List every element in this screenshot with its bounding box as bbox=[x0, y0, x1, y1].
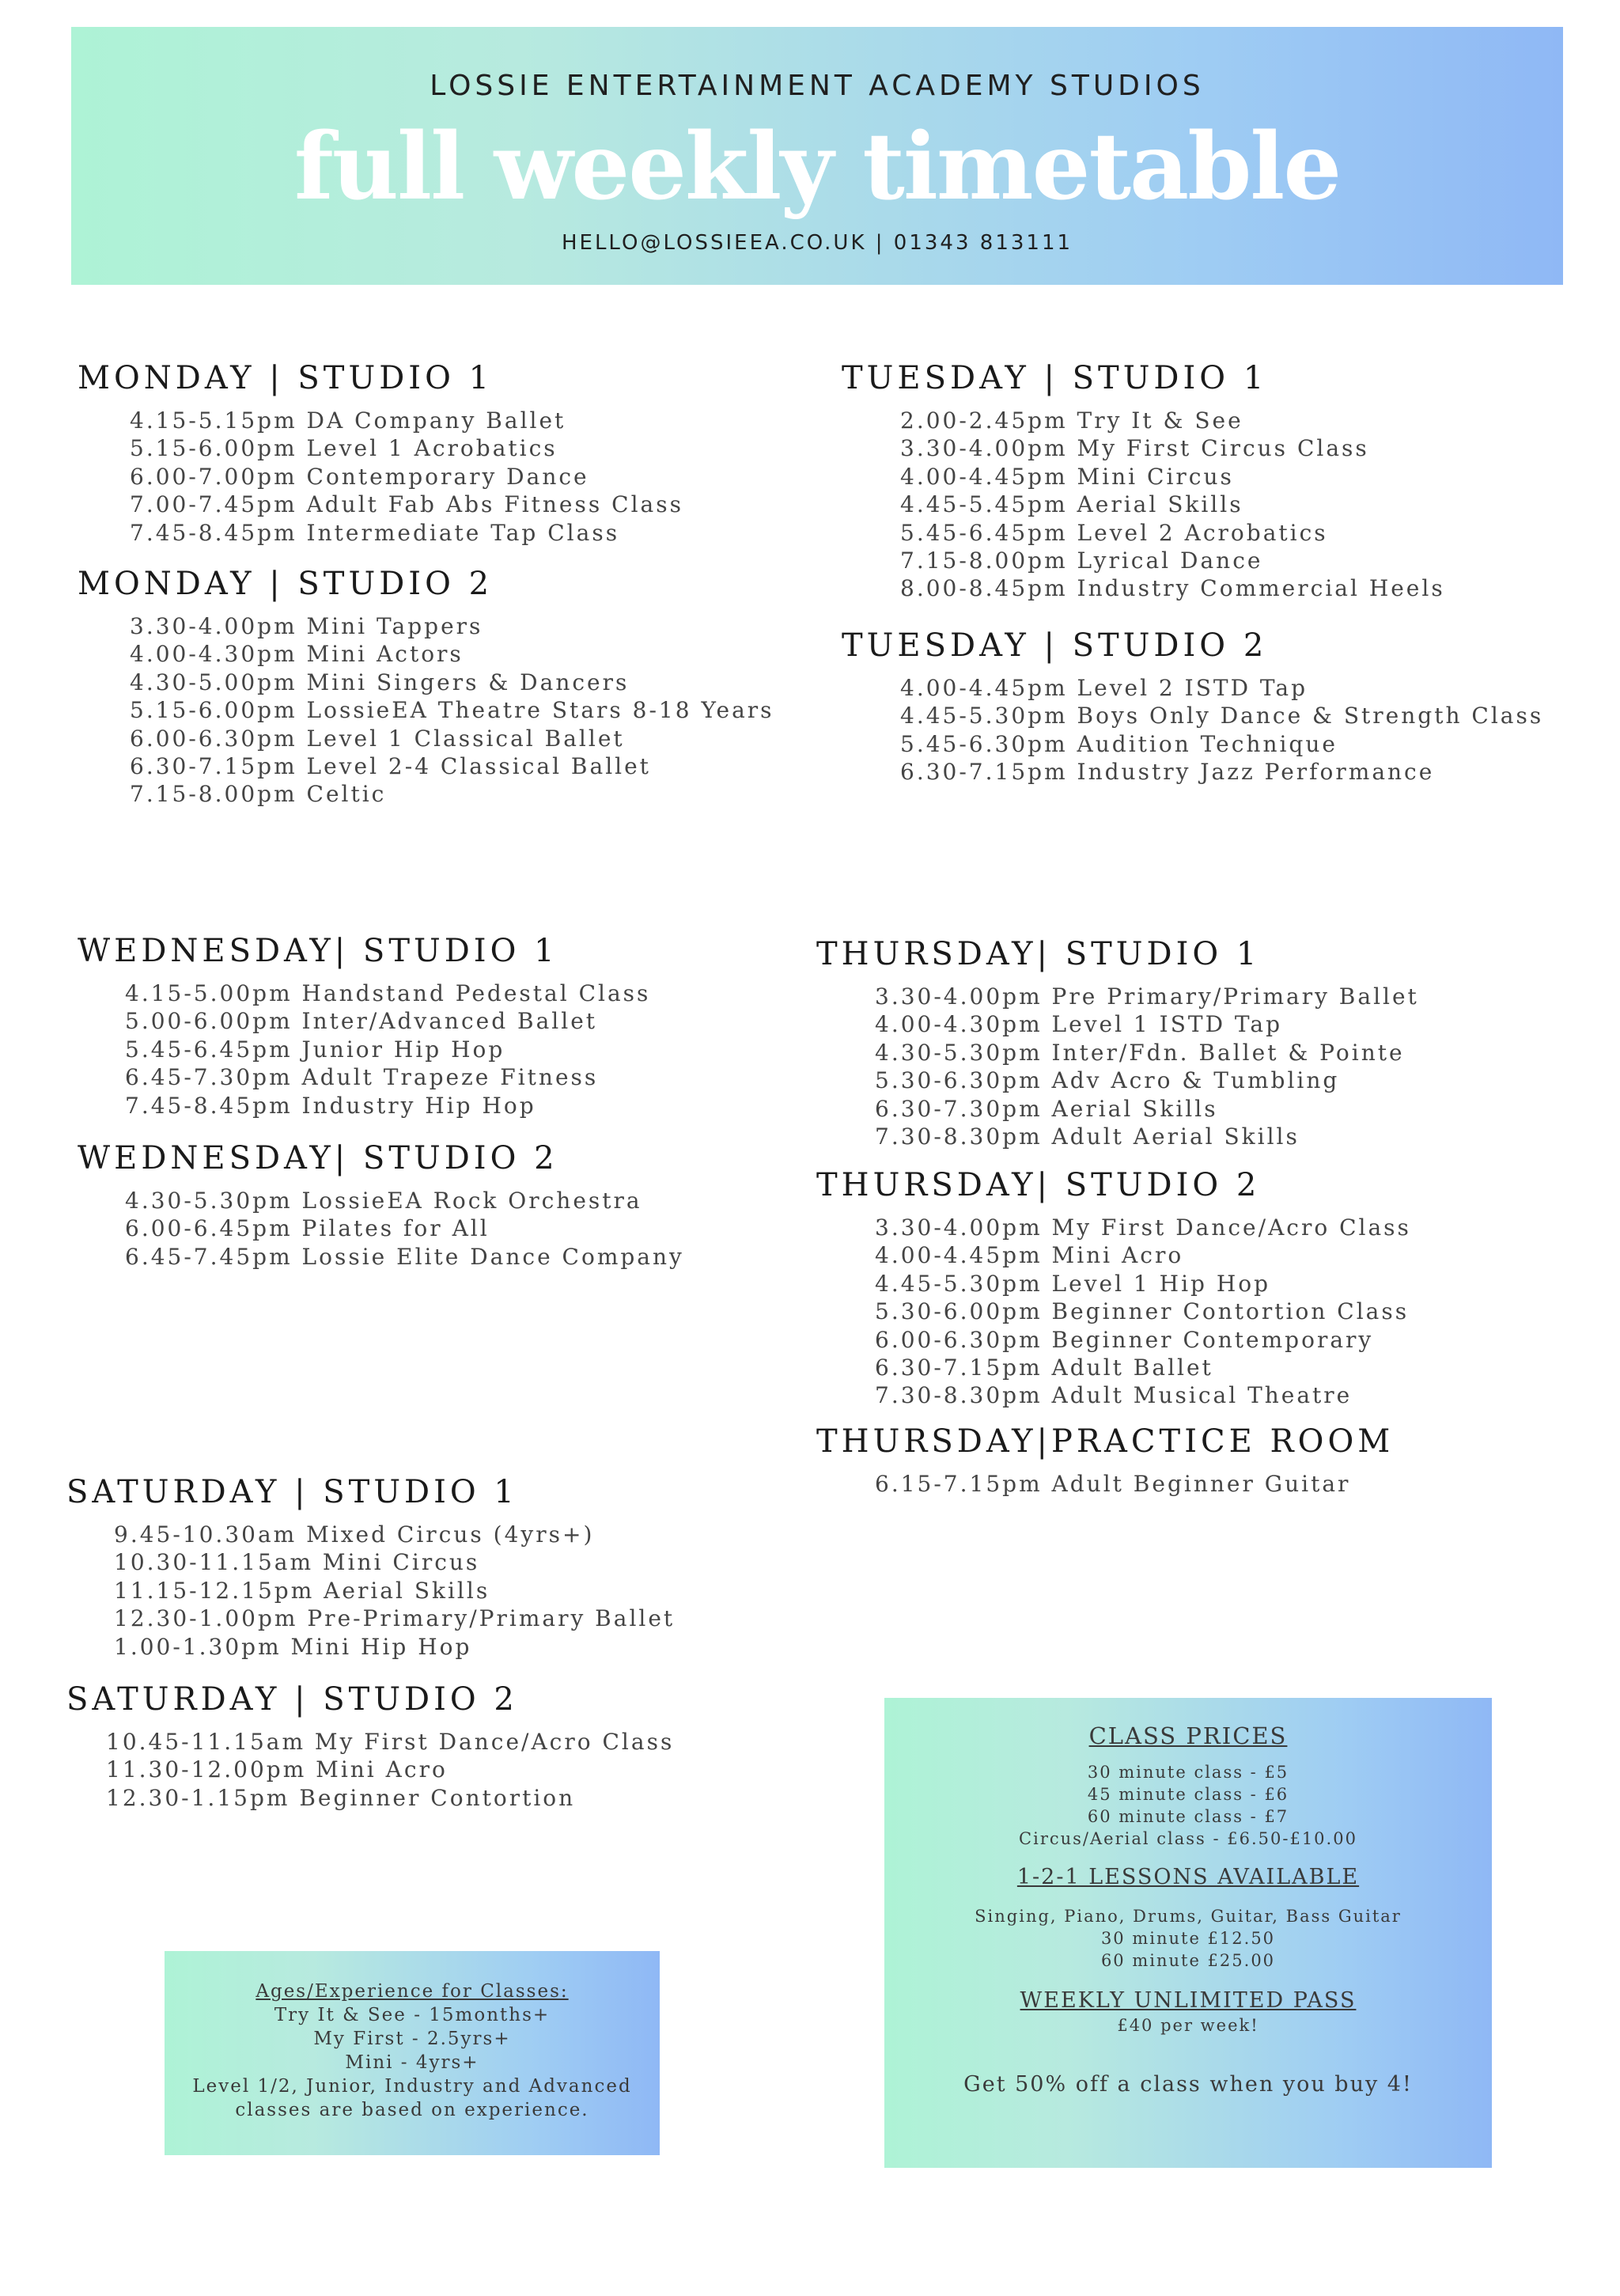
class-item: 3.30-4.00pm My First Dance/Acro Class bbox=[875, 1214, 1411, 1241]
ages-line: classes are based on experience. bbox=[235, 2100, 589, 2120]
class-item: 3.30-4.00pm Pre Primary/Primary Ballet bbox=[875, 983, 1419, 1010]
class-item: 12.30-1.15pm Beginner Contortion bbox=[106, 1784, 576, 1811]
class-list bbox=[130, 612, 774, 809]
class-item: 7.00-7.45pm Adult Fab Abs Fitness Class bbox=[130, 491, 683, 518]
ages-experience-box bbox=[165, 1951, 660, 2155]
class-item: 6.00-6.30pm Level 1 Classical Ballet bbox=[130, 725, 625, 752]
class-item: 4.00-4.30pm Mini Actors bbox=[130, 641, 464, 668]
class-item: 4.15-5.00pm Handstand Pedestal Class bbox=[125, 980, 651, 1006]
class-list bbox=[106, 1728, 674, 1812]
class-item: 6.00-6.45pm Pilates for All bbox=[125, 1215, 490, 1242]
price-line: Circus/Aerial class - £6.50-£10.00 bbox=[1019, 1829, 1357, 1848]
class-item: 5.30-6.30pm Adv Acro & Tumbling bbox=[875, 1067, 1340, 1094]
class-item: 8.00-8.45pm Industry Commercial Heels bbox=[900, 575, 1445, 602]
class-list bbox=[875, 983, 1419, 1150]
class-list bbox=[125, 1187, 684, 1271]
section-heading: SATURDAY | STUDIO 1 bbox=[66, 1474, 518, 1510]
class-item: 11.30-12.00pm Mini Acro bbox=[106, 1756, 448, 1783]
ages-line: Mini - 4yrs+ bbox=[345, 2052, 479, 2073]
prices-heading: CLASS PRICES bbox=[1088, 1722, 1288, 1749]
class-item: 5.15-6.00pm Level 1 Acrobatics bbox=[130, 435, 558, 462]
price-line: 30 minute class - £5 bbox=[1087, 1763, 1289, 1782]
offer-text: Get 50% off a class when you buy 4! bbox=[963, 2072, 1413, 2097]
class-item: 6.00-6.30pm Beginner Contemporary bbox=[875, 1326, 1374, 1353]
class-item: 6.00-7.00pm Contemporary Dance bbox=[130, 463, 589, 490]
class-item: 12.30-1.00pm Pre-Primary/Primary Ballet bbox=[114, 1605, 676, 1632]
class-item: 7.45-8.45pm Industry Hip Hop bbox=[125, 1092, 536, 1119]
class-item: 5.45-6.30pm Audition Technique bbox=[900, 730, 1338, 757]
class-item: 5.45-6.45pm Junior Hip Hop bbox=[125, 1036, 505, 1063]
class-item: 7.30-8.30pm Adult Aerial Skills bbox=[875, 1123, 1300, 1150]
lessons-line: 30 minute £12.50 bbox=[1100, 1929, 1276, 1948]
class-item: 4.45-5.30pm Boys Only Dance & Strength Class bbox=[900, 703, 1544, 729]
ages-line: My First - 2.5yrs+ bbox=[313, 2029, 511, 2049]
class-list bbox=[900, 674, 1543, 786]
schedule-saturday-studio-2 bbox=[66, 1680, 674, 1812]
class-item: 4.00-4.30pm Level 1 ISTD Tap bbox=[875, 1011, 1283, 1038]
pass-heading: WEEKLY UNLIMITED PASS bbox=[1020, 1988, 1357, 2013]
schedule-thursday-studio-2 bbox=[816, 1166, 1411, 1410]
class-list bbox=[114, 1521, 675, 1661]
pass-price: £40 per week! bbox=[1117, 2016, 1259, 2035]
class-item: 3.30-4.00pm Mini Tappers bbox=[130, 613, 483, 639]
class-item: 5.45-6.45pm Level 2 Acrobatics bbox=[900, 519, 1328, 546]
schedule-tuesday-studio-1 bbox=[842, 359, 1445, 603]
section-heading: WEDNESDAY| STUDIO 1 bbox=[78, 933, 558, 969]
class-item: 5.00-6.00pm Inter/Advanced Ballet bbox=[125, 1008, 598, 1035]
class-item: 6.30-7.30pm Aerial Skills bbox=[875, 1095, 1218, 1122]
page-title: full weekly timetable bbox=[293, 113, 1341, 221]
class-list bbox=[875, 1214, 1411, 1410]
class-item: 1.00-1.30pm Mini Hip Hop bbox=[114, 1633, 472, 1660]
section-heading: TUESDAY | STUDIO 2 bbox=[842, 627, 1268, 664]
schedule-monday-studio-1 bbox=[78, 359, 683, 547]
section-heading: THURSDAY| STUDIO 1 bbox=[816, 936, 1261, 972]
class-item: 6.15-7.15pm Adult Beginner Guitar bbox=[875, 1471, 1351, 1497]
contact-info: HELLO@LOSSIEEA.CO.UK | 01343 813111 bbox=[561, 231, 1073, 255]
schedule-monday-studio-2 bbox=[78, 565, 774, 809]
class-item: 4.00-4.45pm Mini Circus bbox=[900, 463, 1234, 490]
schedule-thursday-studio-1 bbox=[816, 935, 1419, 1150]
academy-name: LOSSIE ENTERTAINMENT ACADEMY STUDIOS bbox=[430, 70, 1205, 102]
schedule-wednesday-studio-1 bbox=[78, 932, 650, 1120]
class-item: 10.45-11.15am My First Dance/Acro Class bbox=[106, 1729, 675, 1755]
class-item: 4.30-5.30pm LossieEA Rock Orchestra bbox=[125, 1188, 642, 1214]
class-item: 5.15-6.00pm LossieEA Theatre Stars 8-18 Years bbox=[130, 697, 774, 724]
class-item: 2.00-2.45pm Try It & See bbox=[900, 407, 1243, 434]
ages-line: Try It & See - 15months+ bbox=[274, 2005, 551, 2025]
class-list bbox=[900, 407, 1445, 603]
lessons-heading: 1-2-1 LESSONS AVAILABLE bbox=[1016, 1865, 1360, 1889]
ages-heading: Ages/Experience for Classes: bbox=[255, 1981, 569, 2002]
class-list bbox=[875, 1470, 1394, 1498]
class-prices-box bbox=[884, 1698, 1492, 2168]
class-item: 9.45-10.30am Mixed Circus (4yrs+) bbox=[114, 1521, 595, 1548]
class-item: 4.00-4.45pm Level 2 ISTD Tap bbox=[900, 675, 1308, 701]
price-line: 60 minute class - £7 bbox=[1087, 1807, 1289, 1826]
class-item: 4.30-5.30pm Inter/Fdn. Ballet & Pointe bbox=[875, 1039, 1405, 1066]
section-heading: MONDAY | STUDIO 2 bbox=[78, 566, 494, 602]
price-line: 45 minute class - £6 bbox=[1087, 1785, 1289, 1804]
class-item: 6.45-7.45pm Lossie Elite Dance Company bbox=[125, 1243, 684, 1270]
class-item: 6.45-7.30pm Adult Trapeze Fitness bbox=[125, 1064, 599, 1091]
lessons-line: 60 minute £25.00 bbox=[1100, 1951, 1276, 1970]
class-list bbox=[125, 979, 650, 1120]
class-item: 7.15-8.00pm Lyrical Dance bbox=[900, 547, 1263, 574]
schedule-thursday-practice-room bbox=[816, 1423, 1394, 1498]
class-item: 11.15-12.15pm Aerial Skills bbox=[114, 1577, 490, 1604]
header-banner bbox=[71, 27, 1563, 285]
class-item: 4.00-4.45pm Mini Acro bbox=[875, 1242, 1184, 1269]
section-heading: THURSDAY| STUDIO 2 bbox=[816, 1167, 1261, 1203]
ages-line: Level 1/2, Junior, Industry and Advanced bbox=[192, 2076, 632, 2097]
section-heading: TUESDAY | STUDIO 1 bbox=[842, 360, 1268, 396]
class-item: 4.45-5.30pm Level 1 Hip Hop bbox=[875, 1270, 1271, 1297]
class-item: 6.30-7.15pm Industry Jazz Performance bbox=[900, 759, 1435, 786]
schedule-saturday-studio-1 bbox=[66, 1473, 675, 1661]
class-item: 4.30-5.00pm Mini Singers & Dancers bbox=[130, 669, 630, 695]
class-item: 4.45-5.45pm Aerial Skills bbox=[900, 491, 1243, 518]
class-item: 7.45-8.45pm Intermediate Tap Class bbox=[130, 519, 620, 546]
class-item: 7.30-8.30pm Adult Musical Theatre bbox=[875, 1382, 1353, 1409]
section-heading: WEDNESDAY| STUDIO 2 bbox=[78, 1140, 558, 1176]
section-heading: MONDAY | STUDIO 1 bbox=[78, 360, 494, 396]
class-item: 6.30-7.15pm Adult Ballet bbox=[875, 1354, 1213, 1381]
class-item: 6.30-7.15pm Level 2-4 Classical Ballet bbox=[130, 753, 651, 780]
class-list bbox=[130, 407, 683, 547]
lessons-line: Singing, Piano, Drums, Guitar, Bass Guitar bbox=[975, 1907, 1402, 1926]
section-heading: THURSDAY|PRACTICE ROOM bbox=[816, 1423, 1395, 1460]
class-item: 7.15-8.00pm Celtic bbox=[130, 781, 387, 808]
schedule-wednesday-studio-2 bbox=[78, 1139, 684, 1271]
schedule-tuesday-studio-2 bbox=[842, 627, 1543, 786]
class-item: 4.15-5.15pm DA Company Ballet bbox=[130, 407, 566, 434]
class-item: 3.30-4.00pm My First Circus Class bbox=[900, 435, 1369, 462]
class-item: 5.30-6.00pm Beginner Contortion Class bbox=[875, 1298, 1410, 1325]
class-item: 10.30-11.15am Mini Circus bbox=[114, 1549, 480, 1576]
section-heading: SATURDAY | STUDIO 2 bbox=[66, 1681, 518, 1718]
